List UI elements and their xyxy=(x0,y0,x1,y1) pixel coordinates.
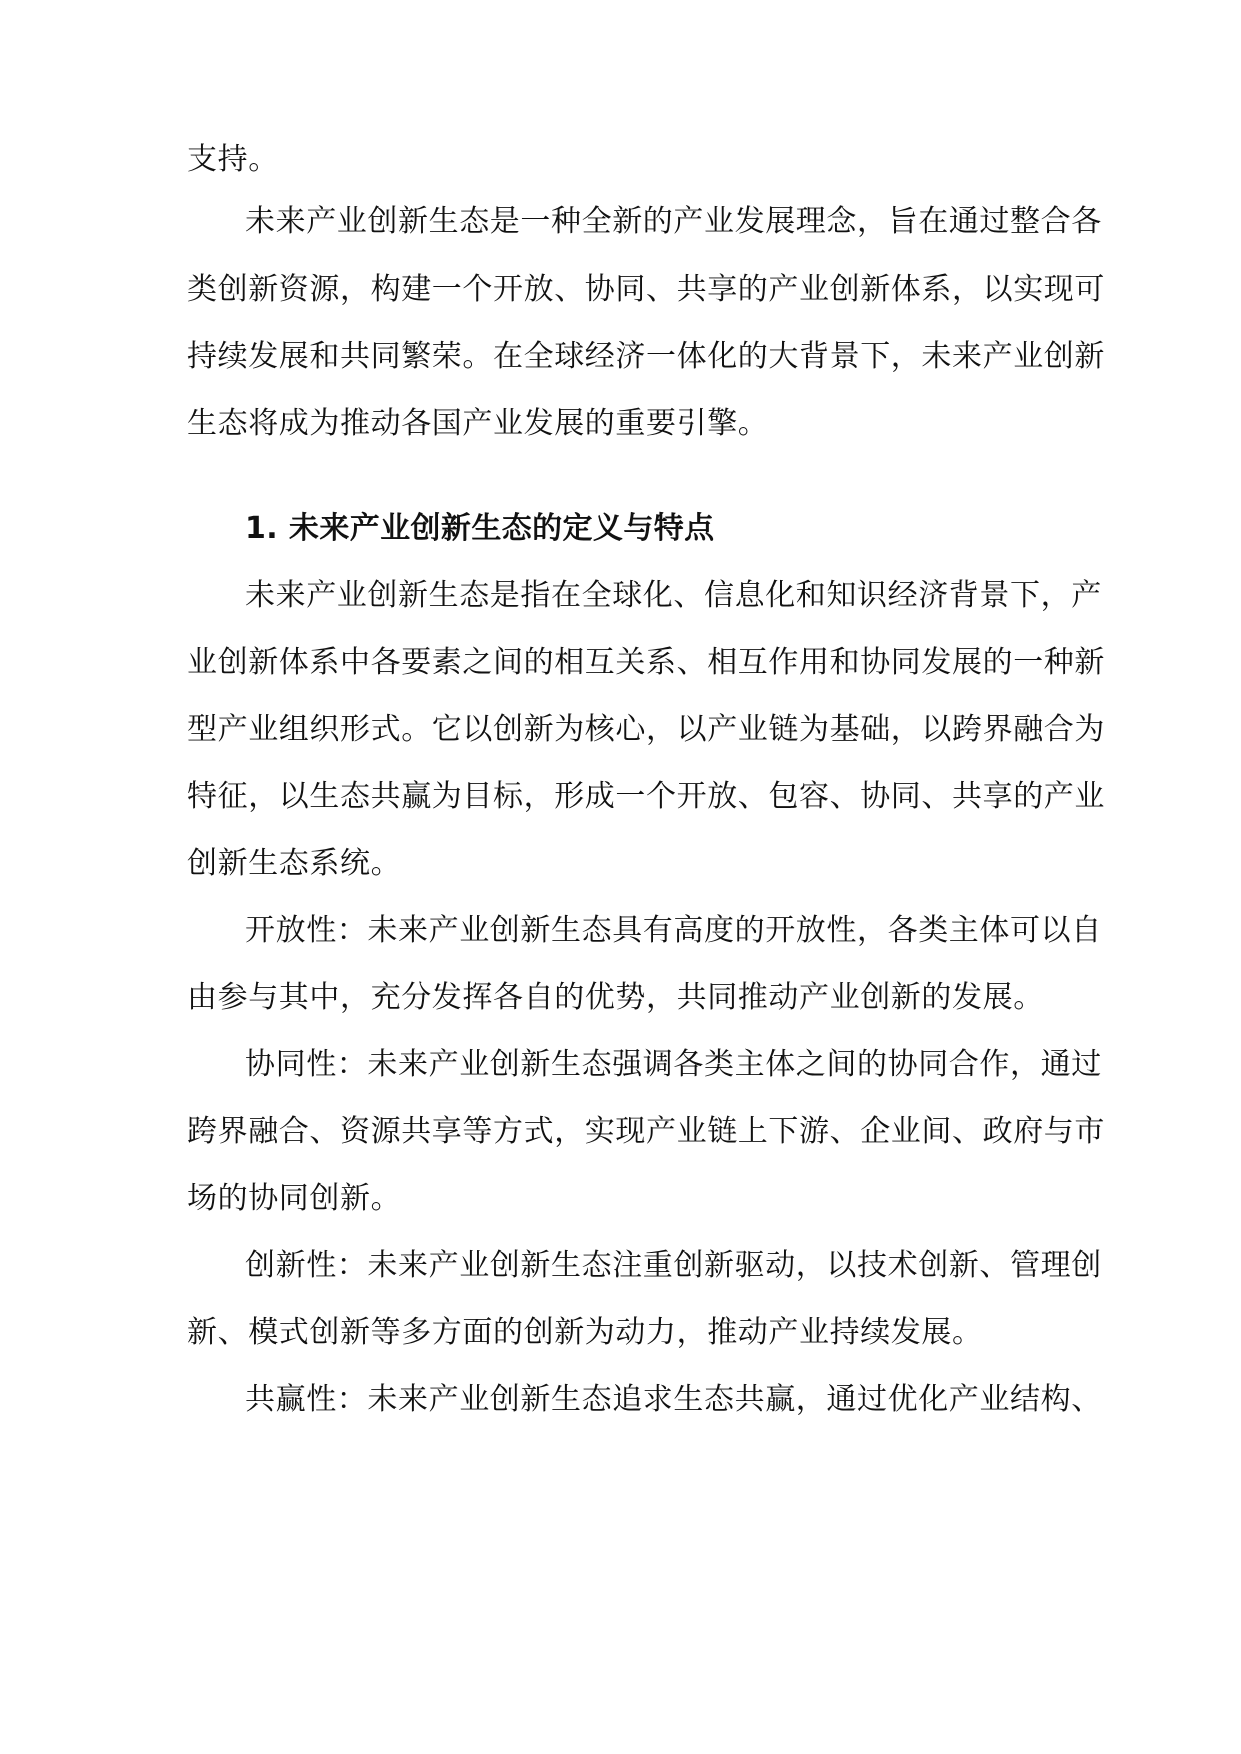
text-line: 由参与其中，充分发挥各自的优势，共同推动产业创新的发展。 xyxy=(187,980,1044,1015)
text-line: 型产业组织形式。它以创新为核心，以产业链为基础，以跨界融合为 xyxy=(187,712,1105,747)
text-line: 支持。 xyxy=(187,142,279,177)
text-line: 持续发展和共同繁荣。在全球经济一体化的大背景下，未来产业创新 xyxy=(187,339,1105,374)
paragraph-first-line: 未来产业创新生态是一种全新的产业发展理念，旨在通过整合各 xyxy=(245,204,1102,239)
paragraph-first-line: 开放性：未来产业创新生态具有高度的开放性，各类主体可以自 xyxy=(245,913,1102,948)
text-line: 跨界融合、资源共享等方式，实现产业链上下游、企业间、政府与市 xyxy=(187,1114,1105,1149)
text-line: 类创新资源，构建一个开放、协同、共享的产业创新体系，以实现可 xyxy=(187,272,1105,307)
paragraph-first-line: 未来产业创新生态是指在全球化、信息化和知识经济背景下，产 xyxy=(245,578,1102,613)
paragraph-first-line: 创新性：未来产业创新生态注重创新驱动，以技术创新、管理创 xyxy=(245,1248,1102,1283)
paragraph-first-line: 协同性：未来产业创新生态强调各类主体之间的协同合作，通过 xyxy=(245,1047,1102,1082)
section-heading: 1. 未来产业创新生态的定义与特点 xyxy=(245,511,715,546)
text-line: 特征，以生态共赢为目标，形成一个开放、包容、协同、共享的产业 xyxy=(187,779,1105,814)
text-line: 生态将成为推动各国产业发展的重要引擎。 xyxy=(187,406,769,441)
text-line: 业创新体系中各要素之间的相互关系、相互作用和协同发展的一种新 xyxy=(187,645,1105,680)
text-line: 新、模式创新等多方面的创新为动力，推动产业持续发展。 xyxy=(187,1315,983,1350)
text-line: 创新生态系统。 xyxy=(187,846,402,881)
text-line: 场的协同创新。 xyxy=(187,1181,402,1216)
paragraph-first-line: 共赢性：未来产业创新生态追求生态共赢，通过优化产业结构、 xyxy=(245,1382,1102,1417)
